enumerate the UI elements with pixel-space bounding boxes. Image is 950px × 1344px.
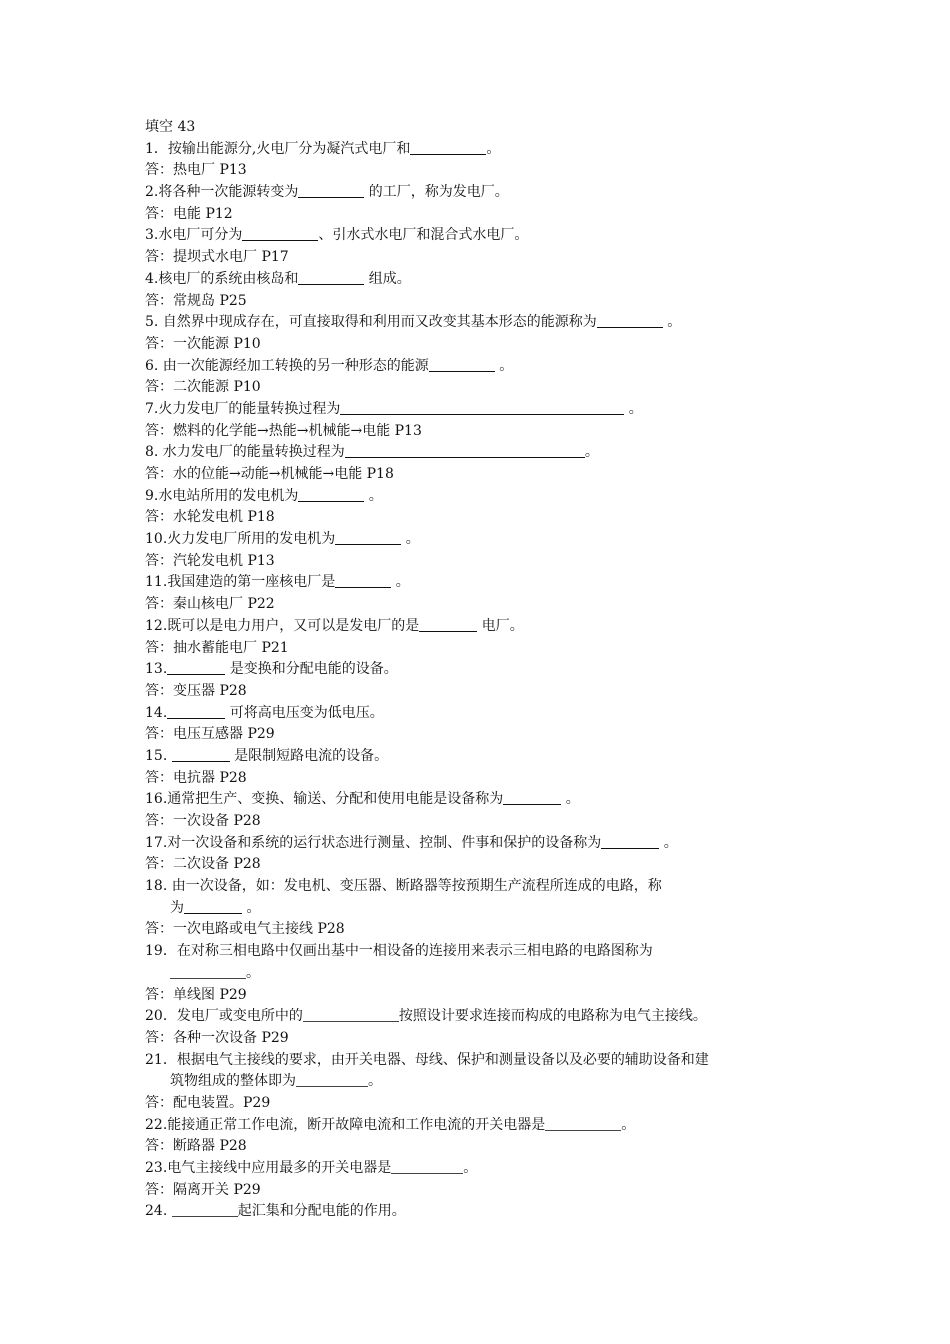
answer-blank [601, 833, 659, 849]
doc-title: 填空 43 [145, 119, 196, 135]
answer-blank [298, 486, 364, 502]
answer-blank [340, 399, 624, 415]
answer-13: 答：变压器 P28 [145, 682, 247, 699]
question-19-cont: 。 [145, 963, 815, 985]
question-1-text: 1．按输出能源分,火电厂分为凝汽式电厂和 [145, 140, 411, 157]
answer-1: 答：热电厂 P13 [145, 162, 247, 179]
answer-15: 答：电抗器 P28 [145, 769, 247, 786]
answer-blank [345, 442, 585, 458]
answer-blank [410, 139, 486, 155]
answer-6: 答：二次能源 P10 [145, 379, 261, 396]
answer-22: 答：断路器 P28 [145, 1138, 247, 1155]
question-23: 23.电气主接线中应用最多的开关电器是 。 [145, 1160, 478, 1176]
answer-14: 答：电压互感器 P29 [145, 726, 275, 743]
question-22: 22.能接通正常工作电流，断开故障电流和工作电流的开关电器是 。 [145, 1116, 636, 1133]
answer-19: 答：单线图 P29 [145, 986, 247, 1003]
answer-blank [597, 312, 663, 328]
answer-blank [335, 529, 401, 545]
answer-blank [172, 746, 230, 762]
question-10: 10.火力发电厂所用的发电机为 。 [145, 531, 420, 548]
question-19: 19．在对称三相电路中仅画出基中一相设备的连接用来表示三相电路的电路图称为 [145, 943, 653, 960]
document-page [145, 117, 815, 1223]
answer-blank [503, 789, 561, 805]
answer-20: 答：各种一次设备 P29 [145, 1029, 289, 1046]
question-21-cont: 筑物组成的整体即为 。 [170, 1073, 382, 1090]
answer-10: 答：汽轮发电机 P13 [145, 552, 275, 569]
answer-blank [242, 225, 318, 241]
answer-18: 答：一次电路或电气主接线 P28 [145, 921, 345, 938]
answer-17: 答：二次设备 P28 [145, 856, 261, 873]
question-4: 4.核电厂的系统由核岛和 组成。 [145, 270, 411, 287]
answer-blank [167, 659, 225, 675]
answer-blank [167, 703, 225, 719]
answer-blank [170, 963, 246, 979]
question-20: 20．发电厂或变电所中的 按照设计要求连接而构成的电路称为电气主接线。 [145, 1008, 707, 1025]
question-17: 17.对一次设备和系统的运行状态进行测量、控制、件事和保护的设备称为 。 [145, 834, 678, 851]
answer-3: 答：提坝式水电厂 P17 [145, 249, 289, 266]
question-3: 3.水电厂可分为 、引水式水电厂和混合式水电厂。 [145, 227, 529, 244]
answer-7: 答：燃料的化学能→热能→机械能→电能 P13 [145, 422, 422, 439]
answer-2: 答：电能 P12 [145, 205, 233, 222]
answer-16: 答：一次设备 P28 [145, 813, 261, 829]
question-2: 2.将各种一次能源转变为 的工厂，称为发电厂。 [145, 184, 509, 201]
answer-11: 答：秦山核电厂 P22 [145, 596, 275, 613]
question-7: 7.火力发电厂的能量转换过程为 。 [145, 400, 643, 417]
question-8: 8. 水力发电厂的能量转换过程为 。 [145, 444, 599, 461]
question-14: 14. 可将高电压变为低电压。 [145, 704, 384, 721]
question-9: 9.水电站所用的发电机为 。 [145, 487, 383, 504]
answer-blank [298, 269, 364, 285]
answer-23: 答：隔离开关 P29 [145, 1181, 261, 1198]
question-21: 21．根据电气主接线的要求，由开关电器、母线、保护和测量设备以及必要的辅助设备和建 [145, 1051, 709, 1068]
question-5: 5. 自然界中现成存在，可直接取得和利用而又改变其基本形态的能源称为 。 [145, 314, 682, 331]
answer-4: 答：常规岛 P25 [145, 292, 247, 309]
question-16: 16.通常把生产、变换、输送、分配和使用电能是设备称为 。 [145, 791, 580, 808]
question-18-cont: 为 。 [170, 899, 261, 916]
answer-blank [419, 616, 477, 632]
answer-blank [429, 356, 495, 372]
answer-12: 答：抽水蓄能电厂 P21 [145, 639, 289, 656]
question-6: 6. 由一次能源经加工转换的另一种形态的能源 。 [145, 357, 514, 374]
answer-5: 答：一次能源 P10 [145, 335, 261, 352]
answer-blank [172, 1201, 238, 1217]
answer-8: 答：水的位能→动能→机械能→电能 P18 [145, 466, 394, 482]
question-24: 24. 起汇集和分配电能的作用。 [145, 1203, 406, 1220]
question-18: 18. 由一次设备，如：发电机、变压器、断路器等按预期生产流程所连成的电路，称 [145, 878, 662, 895]
answer-blank [335, 572, 391, 588]
question-1: 1．按输出能源分,火电厂分为凝汽式电厂和 。 [145, 140, 501, 157]
question-13: 13. 是变换和分配电能的设备。 [145, 661, 398, 678]
answer-blank [298, 182, 364, 198]
answer-blank [296, 1071, 368, 1087]
answer-21: 答：配电装置。P29 [145, 1094, 271, 1111]
answer-9: 答：水轮发电机 P18 [145, 509, 275, 526]
question-15: 15. 是限制短路电流的设备。 [145, 747, 389, 764]
answer-blank [184, 898, 242, 914]
answer-blank [545, 1115, 621, 1131]
question-11: 11.我国建造的第一座核电厂是 。 [145, 574, 410, 591]
question-12: 12.既可以是电力用户，又可以是发电厂的是 电厂。 [145, 617, 524, 634]
answer-blank [303, 1006, 399, 1022]
answer-blank [391, 1158, 463, 1174]
